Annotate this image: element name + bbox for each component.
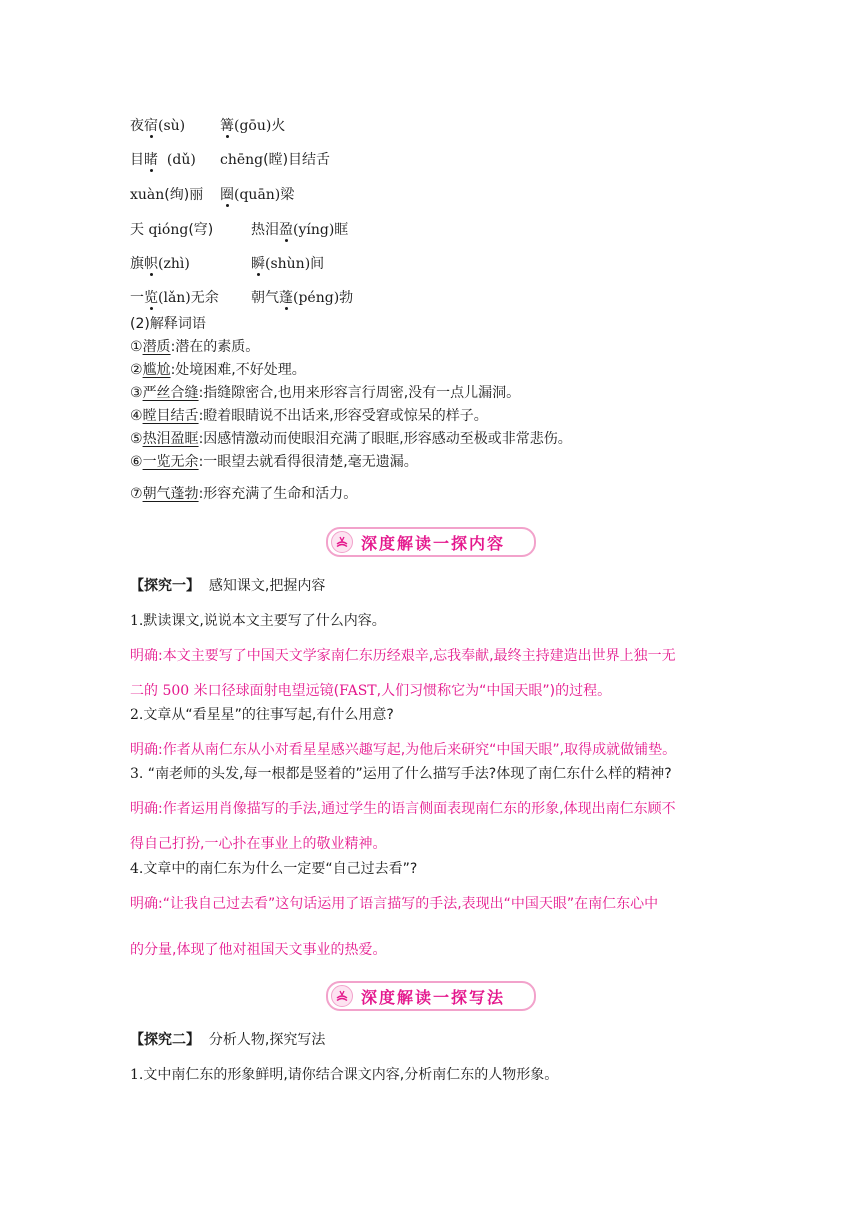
vocab-text: (瞠)目结舌 — [263, 152, 331, 168]
vocab-dotted-char: 盈 — [279, 222, 293, 238]
vocab-row-2 — [130, 150, 331, 170]
vocab-row-3 — [130, 185, 295, 205]
book-wave-icon-glyph — [335, 535, 349, 549]
question-number: 3. — [130, 766, 144, 782]
answer-text: 米口径球面射电望远镜( — [189, 683, 340, 699]
vocab-pinyin: (zhì) — [158, 256, 190, 272]
vocab-dotted-char: 蓬 — [279, 290, 293, 306]
question-number: 1. — [130, 613, 144, 629]
vocab-text: 勃 — [339, 290, 354, 306]
question-text: “南老师的头发,每一根都是竖着的”运用了什么描写手法?体现了南仁东什么样的精神? — [143, 766, 672, 782]
question-text: 文章中的南仁东为什么一定要“自己过去看”? — [143, 861, 418, 877]
vocab-dotted-char: 圈 — [220, 187, 234, 203]
explain-term: 热泪盈眶 — [142, 431, 199, 447]
explain-term: 严丝合缝 — [142, 385, 199, 401]
banner-title: 深度解读一探内容 — [361, 533, 506, 553]
explain-definition: :因感情激动而使眼泪充满了眼眶,形容感动至极或非常悲伤。 — [198, 431, 572, 447]
explore-tag: 【探究二】 — [130, 1032, 200, 1048]
explain-item — [130, 383, 520, 403]
answer-1-line-1: 明确:本文主要写了中国天文学家南仁东历经艰辛,忘我奉献,最终主持建造出世界上独一无 — [130, 648, 676, 664]
section-banner-content — [326, 527, 536, 557]
explain-item — [130, 429, 572, 449]
answer-text: ,人们习惯称它为“中国天眼”)的过程。 — [376, 683, 612, 699]
explain-item — [130, 337, 259, 357]
vocab-row-1 — [130, 116, 286, 136]
vocab-pinyin: (lǎn) — [158, 290, 191, 306]
book-wave-icon — [331, 531, 353, 553]
item-number: ⑤ — [130, 431, 143, 447]
answer-4-line-2: 的分量,体现了他对祖国天文事业的热爱。 — [130, 942, 387, 958]
vocab-text: (绚)丽 — [164, 187, 204, 203]
vocab-dotted-char: 帜 — [144, 256, 158, 272]
explain-term: 一览无余 — [142, 454, 199, 470]
explain-definition: :形容充满了生命和活力。 — [198, 486, 358, 502]
explain-definition: :一眼望去就看得很清楚,毫无遗漏。 — [198, 454, 418, 470]
explore-title: 感知课文,把握内容 — [200, 578, 326, 594]
explore-title: 分析人物,探究写法 — [200, 1032, 326, 1048]
answer-number: 500 — [162, 683, 190, 699]
vocab-dotted-char: 览 — [144, 290, 158, 306]
question-5 — [130, 1065, 558, 1085]
explain-item — [130, 406, 488, 426]
vocab-text: 目 — [130, 152, 144, 168]
explain-heading: (2)解释词语 — [130, 316, 206, 332]
vocab-text: 热泪 — [251, 222, 279, 238]
book-wave-icon — [331, 985, 353, 1007]
answer-4-line-1: 明确:“让我自己过去看”这句话运用了语言描写的手法,表现出“中国天眼”在南仁东心中 — [130, 896, 659, 912]
vocab-text: 夜 — [130, 118, 144, 134]
question-number: 4. — [130, 861, 144, 877]
answer-1-line-2 — [130, 681, 611, 701]
explain-term: 朝气蓬勃 — [142, 486, 199, 502]
explain-term: 潜质 — [142, 339, 171, 355]
vocab-dotted-char: 篝 — [220, 118, 234, 134]
explore-heading-2 — [130, 1030, 325, 1050]
vocab-text: (穹) — [188, 222, 214, 238]
item-number: ⑥ — [130, 454, 143, 470]
explain-item — [130, 360, 306, 380]
question-text: 文章从“看星星”的往事写起,有什么用意? — [143, 707, 394, 723]
section-banner-writing — [326, 981, 536, 1011]
vocab-dotted-char: 宿 — [144, 118, 158, 134]
vocab-pinyin: xuàn — [130, 187, 165, 203]
question-4 — [130, 859, 417, 879]
vocab-text: 梁 — [280, 187, 295, 203]
vocab-pinyin: (shùn) — [265, 256, 311, 272]
explain-definition: :潜在的素质。 — [170, 339, 260, 355]
explain-definition: :处境困难,不好处理。 — [170, 362, 306, 378]
answer-text: 二的 — [130, 683, 163, 699]
book-wave-icon-glyph — [335, 989, 349, 1003]
vocab-pinyin: (gōu) — [234, 118, 272, 134]
explain-term: 瞠目结舌 — [142, 408, 199, 424]
answer-3-line-2: 得自己打扮,一心扑在事业上的敬业精神。 — [130, 836, 387, 852]
vocab-dotted-char: 瞬 — [251, 256, 265, 272]
vocab-dotted-char: 睹 — [144, 152, 158, 168]
answer-abbr: FAST — [339, 683, 377, 699]
vocab-pinyin: chēng — [220, 152, 264, 168]
explore-tag: 【探究一】 — [130, 578, 200, 594]
item-number: ③ — [130, 385, 143, 401]
vocab-pinyin: (yíng) — [293, 222, 335, 238]
vocab-pinyin: (quān) — [234, 187, 281, 203]
vocab-text: 眶 — [334, 222, 349, 238]
vocab-text: 无余 — [190, 290, 219, 306]
vocab-pinyin: (péng) — [293, 290, 340, 306]
vocab-row-5 — [130, 254, 325, 274]
answer-2: 明确:作者从南仁东从小对看星星感兴趣写起,为他后来研究“中国天眼”,取得成就做铺垫。 — [130, 742, 677, 758]
item-number: ⑦ — [130, 486, 143, 502]
explain-item — [130, 452, 418, 472]
vocab-text: 旗 — [130, 256, 144, 272]
item-number: ① — [130, 339, 143, 355]
explain-item — [130, 484, 357, 504]
explore-heading-1 — [130, 576, 325, 596]
vocab-pinyin: (dǔ) — [158, 152, 196, 168]
question-text: 默读课文,说说本文主要写了什么内容。 — [143, 613, 386, 629]
question-text: 文中南仁东的形象鲜明,请你结合课文内容,分析南仁东的人物形象。 — [143, 1067, 559, 1083]
answer-3-line-1: 明确:作者运用肖像描写的手法,通过学生的语言侧面表现南仁东的形象,体现出南仁东顾不 — [130, 801, 676, 817]
vocab-text: 间 — [310, 256, 325, 272]
question-1 — [130, 611, 386, 631]
question-2 — [130, 705, 394, 725]
vocab-text: 一 — [130, 290, 144, 306]
banner-title: 深度解读一探写法 — [361, 987, 506, 1007]
vocab-text: 朝气 — [251, 290, 279, 306]
explain-definition: :瞪着眼睛说不出话来,形容受窘或惊呆的样子。 — [198, 408, 488, 424]
vocab-pinyin: qióng — [148, 222, 189, 238]
vocab-row-4 — [130, 220, 349, 240]
vocab-pinyin: (sù) — [158, 118, 186, 134]
vocab-text: 天 — [130, 222, 149, 238]
question-3 — [130, 764, 672, 784]
question-number: 2. — [130, 707, 144, 723]
explain-definition: :指缝隙密合,也用来形容言行周密,没有一点儿漏洞。 — [198, 385, 521, 401]
explain-term: 尴尬 — [142, 362, 171, 378]
question-number: 1. — [130, 1067, 144, 1083]
item-number: ② — [130, 362, 143, 378]
item-number: ④ — [130, 408, 143, 424]
vocab-row-6 — [130, 288, 354, 308]
vocab-text: 火 — [271, 118, 286, 134]
